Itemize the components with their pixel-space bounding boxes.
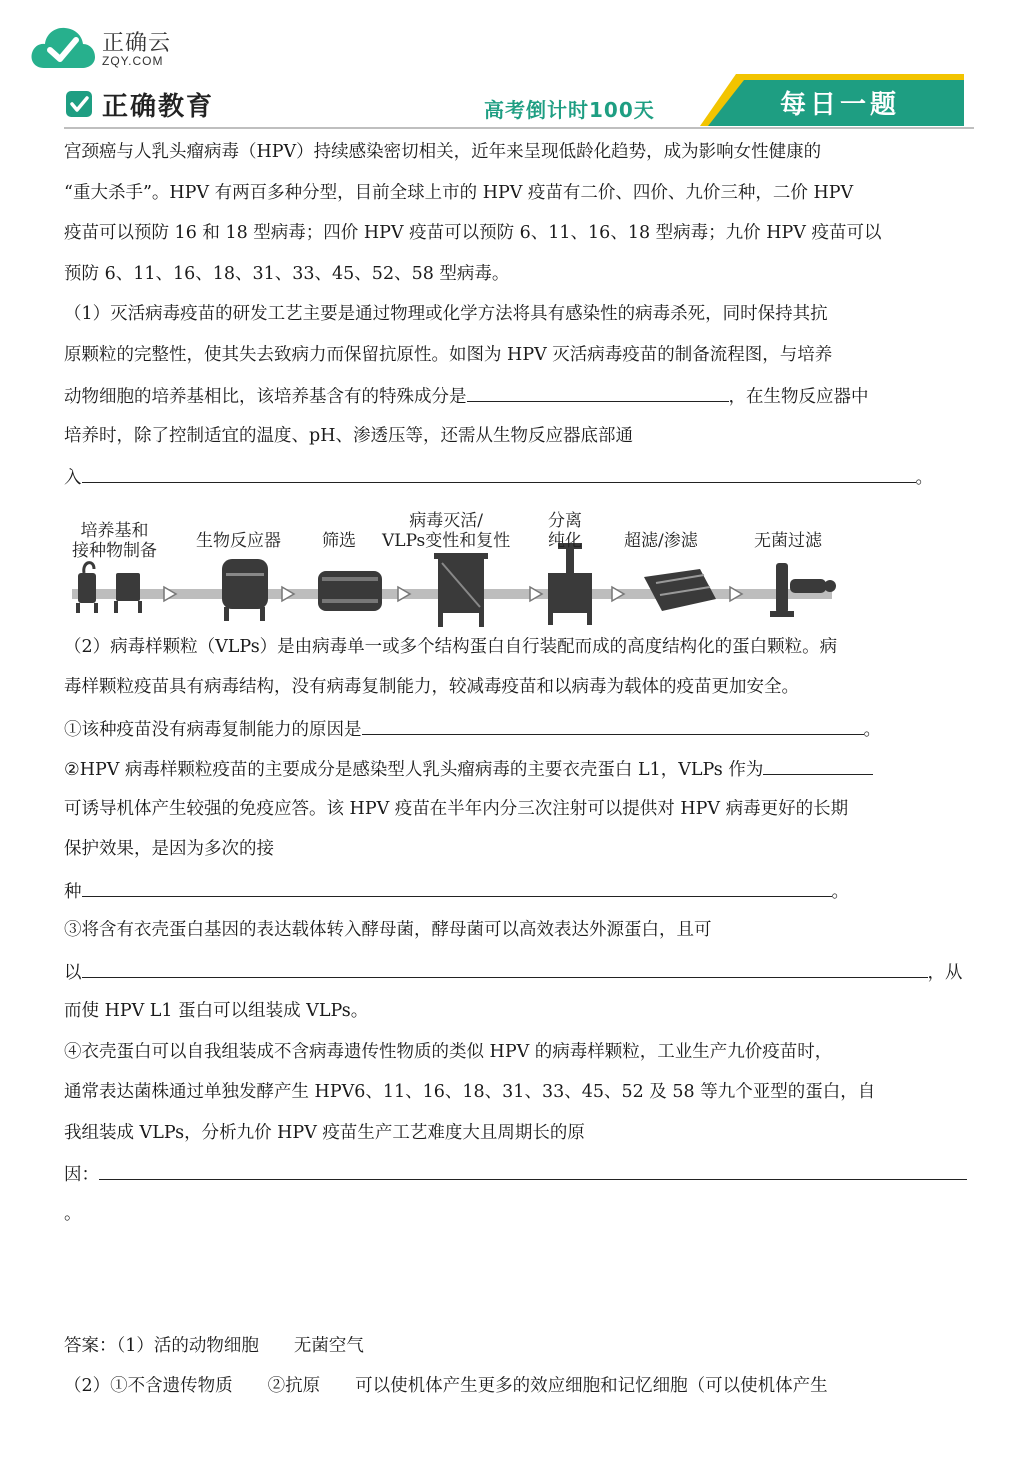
part2-line: 毒样颗粒疫苗具有病毒结构，没有病毒复制能力，较减毒疫苗和以病毒为载体的疫苗更加安全。 <box>64 677 799 697</box>
answer-line: 答案：（1）活的动物细胞 无菌空气 <box>64 1336 364 1356</box>
part2-line: 保护效果，是因为多次的接 <box>64 839 274 859</box>
part1-text: 入 <box>64 468 82 488</box>
logo-domain: ZQY.COM <box>102 54 164 68</box>
part1-text: 。 <box>915 468 933 488</box>
part2-line <box>64 752 974 793</box>
step-label-text: 超滤/渗滤 <box>624 530 698 551</box>
step-sterile-filtration <box>754 531 822 551</box>
intro-line: “重大杀手”。HPV 有两百多种分型，目前全球上市的 HPV 疫苗有二价、四价、九价三种，二价 HPV <box>64 182 854 203</box>
answer-blank[interactable] <box>467 379 729 402</box>
step-label-text: 病毒灭活/ VLPs变性和复性 <box>382 510 511 551</box>
intro-line: 预防 6、11、16、18、31、33、45、52、58 型病毒。 <box>64 263 510 284</box>
part2-line: ③将含有衣壳蛋白基因的表达载体转入酵母菌，酵母菌可以高效表达外源蛋白，且可 <box>64 920 712 940</box>
part1-text: ，在生物反应器中 <box>728 387 869 407</box>
part2-line: 可诱导机体产生较强的免疫应答。该 HPV 疫苗在半年内分三次注射可以提供对 HPV 病毒更好的长期 <box>64 798 849 819</box>
part2-text: 。 <box>863 719 881 740</box>
zqy-logo <box>30 22 190 74</box>
bioreactor-equipment <box>222 559 268 621</box>
sterile-filtration-equipment <box>770 563 836 617</box>
answer-blank[interactable] <box>82 955 928 978</box>
step-media-prep <box>72 521 157 561</box>
part1-text: 动物细胞的培养基相比，该培养基含有的特殊成分是 <box>64 387 467 407</box>
part2-text: 以 <box>64 962 82 983</box>
part2-text: 。 <box>831 881 849 902</box>
step-inactivation <box>382 511 510 551</box>
part1-line: 原颗粒的完整性，使其失去致病力而保留抗原性。如图为 HPV 灭活病毒疫苗的制备流程图，与培养 <box>64 344 833 365</box>
part2-text: 种 <box>64 881 82 902</box>
question-body <box>64 136 974 1238</box>
part2-text: 因： <box>64 1165 99 1185</box>
header-divider <box>64 127 974 129</box>
inactivation-equipment <box>434 553 488 627</box>
answer-blank[interactable] <box>362 712 864 735</box>
answer-blank[interactable] <box>82 874 832 897</box>
answer-blank[interactable] <box>763 752 873 775</box>
ultrafiltration-equipment <box>644 569 716 611</box>
step-label-text: 筛选 <box>322 530 356 551</box>
purification-equipment <box>548 543 592 625</box>
answer-line: （2）①不含遗传物质 ②抗原 可以使机体产生更多的效应细胞和记忆细胞（可以使机体产生 <box>64 1376 828 1396</box>
brand-left <box>64 86 214 122</box>
step-label-text: 生物反应器 <box>196 530 281 551</box>
part2-text: ，从 <box>927 962 963 983</box>
cloud-check-icon <box>30 22 96 72</box>
part1-line <box>64 460 974 501</box>
step-label-text: 无菌过滤 <box>754 530 822 551</box>
step-bioreactor <box>196 531 281 551</box>
part2-line: （2）病毒样颗粒（VLPs）是由病毒单一或多个结构蛋白自行装配而成的高度结构化的蛋白颗粒。病 <box>64 636 838 657</box>
step-screening <box>322 531 356 551</box>
daily-question-label: 每日一题 <box>780 90 901 120</box>
part1-line: 培养时，除了控制适宜的温度、pH、渗透压等，还需从生物反应器底部通 <box>64 425 633 446</box>
intro-line: 疫苗可以预防 16 和 18 型病毒；四价 HPV 疫苗可以预防 6、11、16、18 型病毒；九价 HPV 疫苗可以 <box>64 223 882 243</box>
logo-chinese-name: 正确云 <box>102 31 172 56</box>
part2-text: ②HPV 病毒样颗粒疫苗的主要成分是感染型人乳头瘤病毒的主要衣壳蛋白 L1，VLPs 作为 <box>64 760 764 780</box>
part2-line: 通常表达菌株通过单独发酵产生 HPV6、11、16、18、31、33、45、52 及 58 等九个亚型的蛋白，自 <box>64 1082 876 1102</box>
part2-line: 我组装成 VLPs，分析九价 HPV 疫苗生产工艺难度大且周期长的原 <box>64 1122 585 1143</box>
screening-equipment <box>318 571 382 611</box>
exam-countdown: 高考倒计时100天 <box>484 98 655 122</box>
part2-line: 。 <box>64 1203 82 1224</box>
step-purification <box>548 511 582 551</box>
part2-line <box>64 874 974 915</box>
part2-line <box>64 955 974 996</box>
step-label-text: 分离 纯化 <box>548 510 582 551</box>
brand-name: 正确教育 <box>102 91 215 122</box>
intro-line: 宫颈癌与人乳头瘤病毒（HPV）持续感染密切相关，近年来呈现低龄化趋势，成为影响女性健康的 <box>64 142 822 162</box>
step-label-text: 培养基和 接种物制备 <box>72 520 157 561</box>
vaccine-process-diagram <box>64 503 974 631</box>
answer-section <box>64 1330 974 1410</box>
step-ultrafiltration <box>624 531 698 551</box>
answer-blank[interactable] <box>82 460 916 483</box>
media-prep-equipment <box>76 562 142 612</box>
answer-blank[interactable] <box>99 1157 967 1180</box>
part2-line: ④衣壳蛋白可以自我组装成不含病毒遗传性物质的类似 HPV 的病毒样颗粒，工业生产九价疫苗时， <box>64 1041 833 1062</box>
brand-header <box>64 72 974 130</box>
part2-text: ①该种疫苗没有病毒复制能力的原因是 <box>64 719 362 740</box>
check-box-icon <box>64 89 94 119</box>
part2-line <box>64 1157 974 1198</box>
part1-line: （1）灭活病毒疫苗的研发工艺主要是通过物理或化学方法将具有感染性的病毒杀死，同时保持其抗 <box>64 304 828 324</box>
part1-line <box>64 379 974 420</box>
part2-line: 而使 HPV L1 蛋白可以组装成 VLPs。 <box>64 1001 369 1021</box>
part2-line <box>64 712 974 753</box>
